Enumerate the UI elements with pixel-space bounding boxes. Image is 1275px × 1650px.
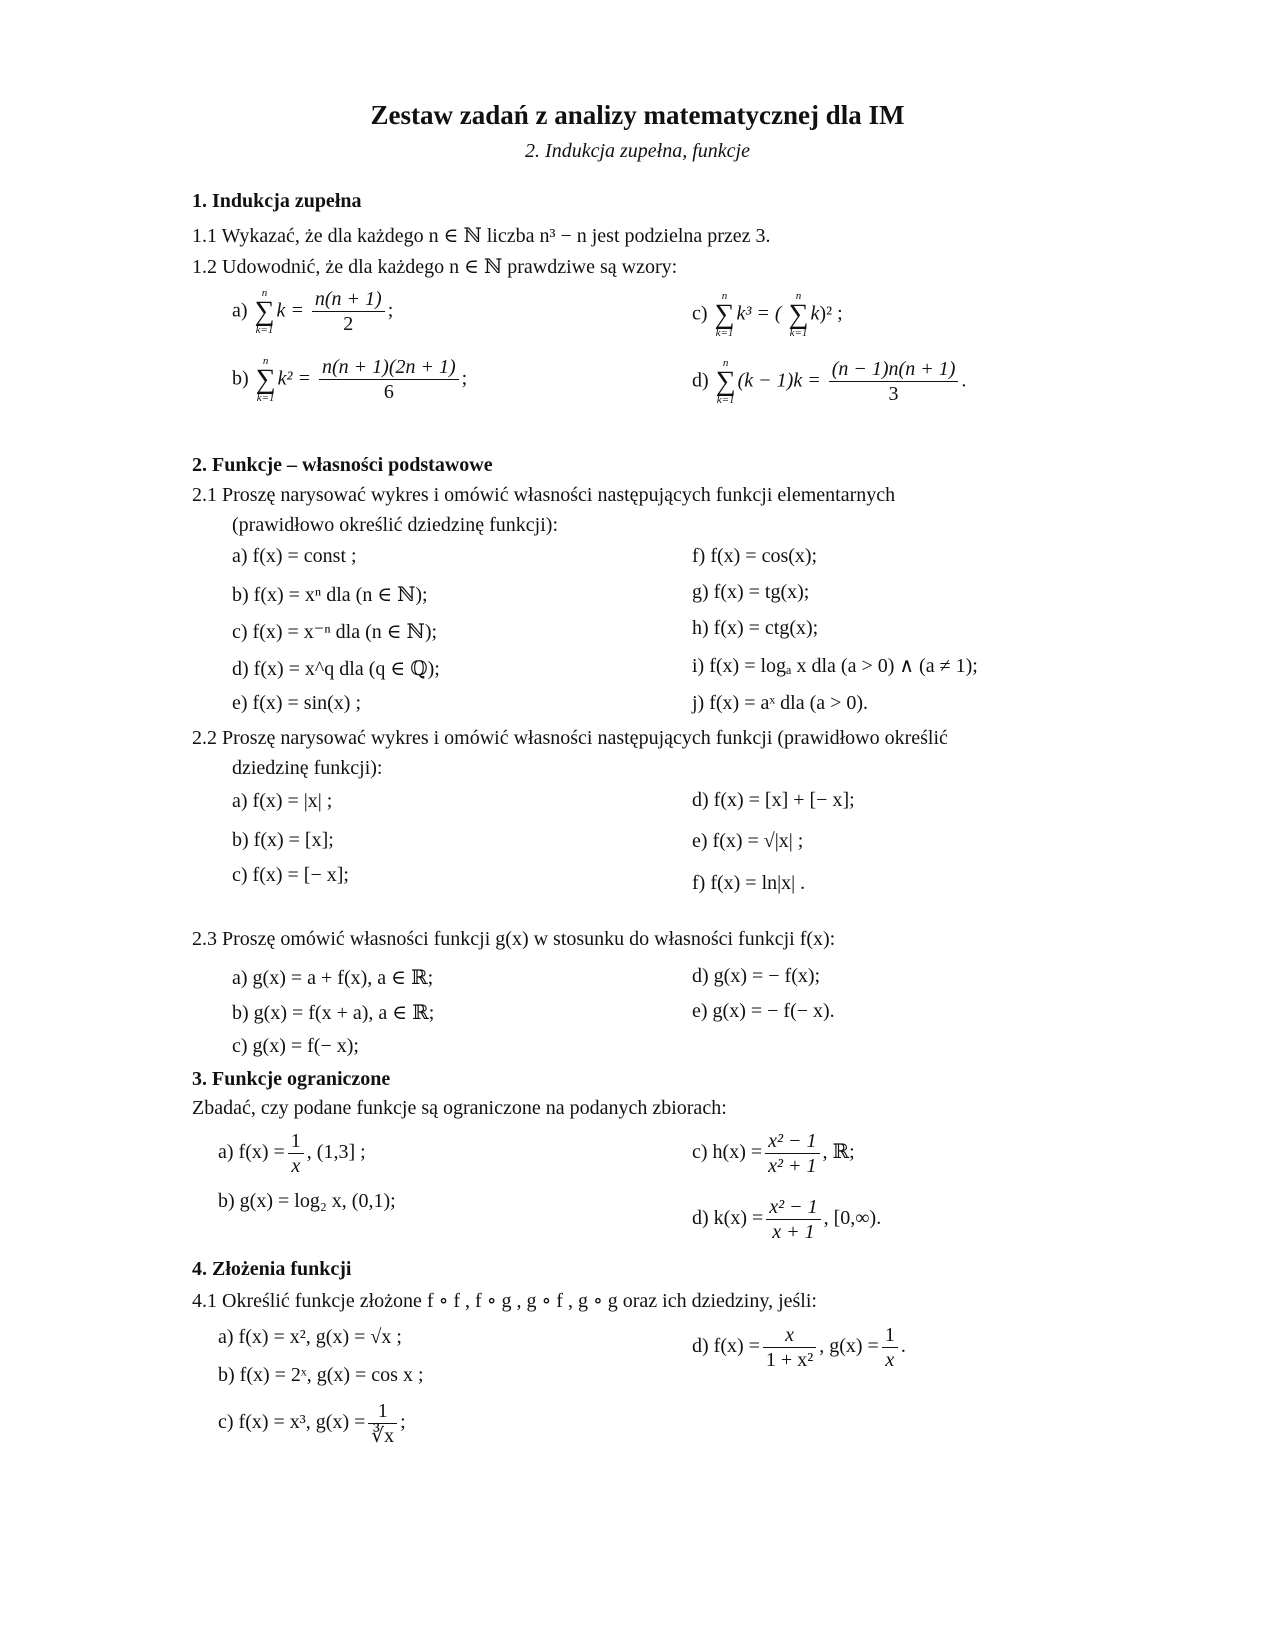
section-2-heading: 2. Funkcje – własności podstawowe [192, 454, 493, 476]
item-2-2-c: c) f(x) = [− x]; [232, 864, 349, 886]
item-2-1-g: g) f(x) = tg(x); [692, 581, 810, 603]
item-3-b: b) g(x) = log₂ x, (0,1); [218, 1190, 396, 1212]
item-2-1-a: a) f(x) = const ; [232, 545, 357, 567]
item-2-1-f: f) f(x) = cos(x); [692, 545, 818, 567]
item-2-3-d: d) g(x) = − f(x); [692, 965, 821, 987]
item-2-3-a: a) g(x) = a + f(x), a ∈ ℝ; [232, 967, 434, 989]
section-1-heading: 1. Indukcja zupełna [192, 190, 362, 212]
item-3-d: d) k(x) = $\frac{\text{x² − 1}}{x + 1}$ , [0,∞). [692, 1196, 882, 1243]
section-3-heading: 3. Funkcje ograniczone [192, 1068, 391, 1090]
item-4-1-b: b) f(x) = 2ˣ, g(x) = cos x ; [218, 1364, 424, 1386]
page-title: Zestaw zadań z analizy matematycznej dla IM [370, 100, 905, 130]
item-2-3-c: c) g(x) = f(− x); [232, 1035, 359, 1057]
item-4-1-c: c) f(x) = x³, g(x) = $\frac{1}{∛x}$ ; [218, 1400, 406, 1447]
item-2-1-h: h) f(x) = ctg(x); [692, 617, 819, 639]
item-2-2-a: a) f(x) = |x| ; [232, 790, 333, 812]
task-2-3: 2.3 Proszę omówić własności funkcji g(x) w stosunku do własności funkcji f(x): [192, 928, 836, 950]
formula-1-2-a: a) n ∑ k=1 k = $\frac{n(n + 1)}{2}$ ; [232, 287, 394, 337]
item-2-3-e: e) g(x) = − f(− x). [692, 1000, 835, 1022]
item-2-1-d: d) f(x) = x^q dla (q ∈ ℚ); [232, 658, 440, 680]
item-2-2-b: b) f(x) = [x]; [232, 829, 334, 851]
task-2-2: 2.2 Proszę narysować wykres i omówić własności następujących funkcji (prawidłowo określić [192, 727, 948, 749]
item-2-2-d: d) f(x) = [x] + [− x]; [692, 789, 855, 811]
task-4-1: 4.1 Określić funkcje złożone f ∘ f , f ∘ g , g ∘ f , g ∘ g oraz ich dziedziny, jeśli: [192, 1290, 817, 1312]
item-2-2-e: e) f(x) = √|x| ; [692, 830, 804, 852]
task-2-1: 2.1 Proszę narysować wykres i omówić własności następujących funkcji elementarnych [192, 484, 896, 506]
page-subtitle: 2. Indukcja zupełna, funkcje [525, 140, 750, 162]
task-1-2: 1.2 Udowodnić, że dla każdego n ∈ ℕ prawdziwe są wzory: [192, 256, 678, 278]
item-2-1-b: b) f(x) = xⁿ dla (n ∈ ℕ); [232, 584, 428, 606]
item-2-1-e: e) f(x) = sin(x) ; [232, 692, 362, 714]
formula-1-2-c: c) n ∑ k=1 k³ = ( n ∑ k=1 k)² ; [692, 290, 843, 340]
item-4-1-d: d) f(x) = $\frac{x}{\text{1 + x²}}$ , g(x) = $\frac{1}{x}$ . [692, 1324, 906, 1371]
section-4-heading: 4. Złożenia funkcji [192, 1258, 352, 1280]
item-2-1-j: j) f(x) = aˣ dla (a > 0). [692, 692, 869, 714]
formula-1-2-d: d) n ∑ k=1 (k − 1)k = $\frac{(n - 1)n(n + 1)}{3}$ . [692, 357, 967, 407]
section-3-intro: Zbadać, czy podane funkcje są ograniczone na podanych zbiorach: [192, 1097, 727, 1119]
item-2-3-b: b) g(x) = f(x + a), a ∈ ℝ; [232, 1002, 435, 1024]
item-2-1-c: c) f(x) = x⁻ⁿ dla (n ∈ ℕ); [232, 621, 438, 643]
item-3-c: c) h(x) = $\frac{\text{x² − 1}}{\text{x² + 1}}$ , ℝ; [692, 1130, 855, 1177]
item-2-1-i: i) f(x) = logₐ x dla (a > 0) ∧ (a ≠ 1); [692, 655, 978, 677]
task-2-1-cont: (prawidłowo określić dziedzinę funkcji): [232, 514, 558, 536]
task-2-2-cont: dziedzinę funkcji): [232, 757, 383, 779]
item-3-a: a) f(x) = $\frac{1}{x}$ , (1,3] ; [218, 1130, 366, 1177]
formula-1-2-b: b) n ∑ k=1 k² = $\frac{n(n + 1)(2n + 1)}{6}$ ; [232, 355, 468, 405]
item-4-1-a: a) f(x) = x², g(x) = √x ; [218, 1326, 402, 1348]
task-1-1: 1.1 Wykazać, że dla każdego n ∈ ℕ liczba n³ − n jest podzielna przez 3. [192, 225, 771, 247]
item-2-2-f: f) f(x) = ln|x| . [692, 872, 806, 894]
